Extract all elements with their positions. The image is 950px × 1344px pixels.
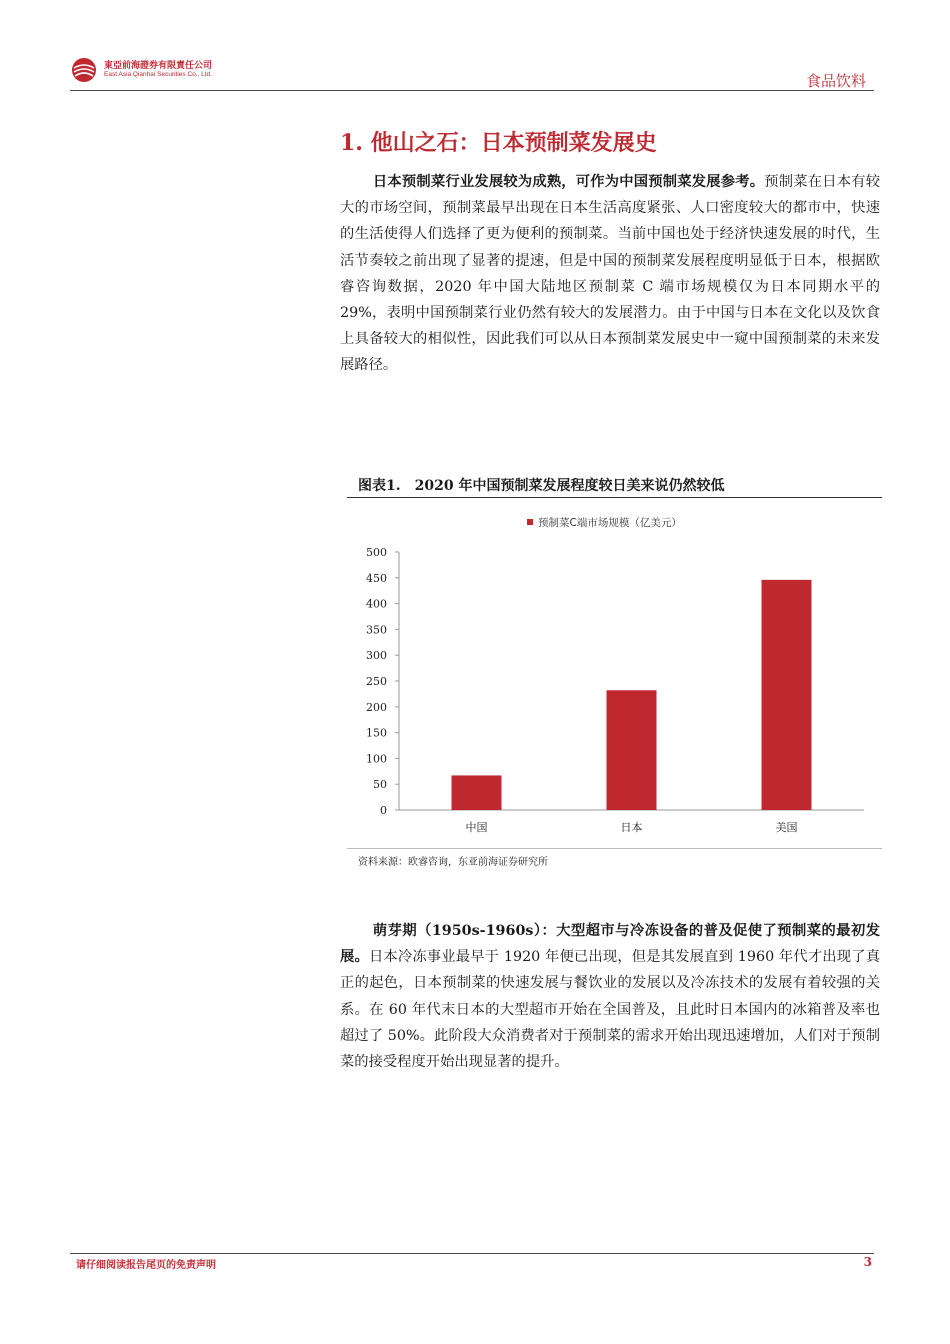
company-logo [70, 52, 230, 88]
x-tick-label: 日本 [620, 821, 643, 834]
x-tick-label: 中国 [465, 821, 488, 834]
footer-divider [70, 1253, 874, 1254]
report-category: 食品饮料 [805, 72, 866, 90]
y-tick-label: 300 [366, 649, 387, 663]
paragraph-embryonic-lead: 萌芽期（1950s-1960s）：大型超市与冷冻设备的普及促使了预制菜的最初发展。 [340, 923, 880, 966]
bar-group [452, 580, 812, 810]
bar-2 [762, 580, 812, 810]
y-tick-label: 150 [366, 726, 387, 740]
paragraph-intro-lead: 日本预制菜行业发展较为成熟，可作为中国预制菜发展参考。 [372, 174, 765, 190]
figure-title: 图表1. 2020 年中国预制菜发展程度较日美来说仍然较低 [358, 478, 725, 494]
y-tick-label: 50 [373, 778, 387, 792]
y-tick-label: 450 [366, 571, 387, 585]
paragraph-embryonic-body: 日本冷冻事业最早于 1920 年便已出现，但是其发展直到 1960 年代才出现了真正的起色，日本预制菜的快速发展与餐饮业的发展以及冷冻技术的发展有着较强的关系。在 60 年代末日本的大型超市开始在全国普及，且此时日本国内的冰箱普及率也超过了 50%。此阶段大众消费者对于预制菜的需求开始出现迅速增加，人们对于预制菜的接受程度开始出现显著的提升。 [340, 949, 880, 1071]
y-tick-group [366, 546, 399, 817]
legend-label: 预制菜C端市场规模（亿美元） [538, 517, 682, 529]
figure-source: 资料来源：欧睿咨询，东亚前海证券研究所 [358, 857, 548, 868]
bar-0 [452, 775, 502, 810]
figure-bottom-divider [347, 848, 882, 849]
x-tick-group [466, 820, 798, 834]
y-tick-label: 200 [366, 700, 387, 714]
paragraph-intro-body: 预制菜在日本有较大的市场空间，预制菜最早出现在日本生活高度紧张、人口密度较大的都市中，快速的生活使得人们选择了更为便利的预制菜。当前中国也处于经济快速发展的时代，生活节奏较之前出现了显著的提速，但是中国的预制菜发展程度明显低于日本，根据欧睿咨询数据，2020 年中国大陆地区预制菜 C 端市场规模仅为日本同期水平的 29%，表明中国预制菜行业仍然有较大的发展潜力。由于中国与日本在文化以及饮食上具备较大的相似性，因此我们可以从日本预制菜发展史中一窥中国预制菜的未来发展路径。 [340, 174, 881, 374]
footer-disclaimer: 请仔细阅读报告尾页的免责声明 [76, 1260, 216, 1271]
company-logo-icon [70, 56, 98, 84]
y-tick-label: 350 [366, 623, 387, 637]
bar-1 [607, 690, 657, 810]
section-title: 1. 他山之石：日本预制菜发展史 [340, 130, 657, 156]
paragraph-embryonic-stage [340, 918, 880, 1075]
x-tick-label: 美国 [775, 821, 798, 834]
company-name-en: East Asia Qianhai Securities Co., Ltd. [104, 71, 213, 78]
y-tick-label: 500 [366, 546, 387, 559]
y-tick-label: 250 [366, 675, 387, 688]
bar-chart-svg [347, 508, 882, 848]
y-tick-label: 400 [366, 597, 387, 611]
y-tick-label: 0 [380, 804, 387, 817]
figure-title-divider [347, 497, 882, 498]
y-tick-label: 100 [366, 752, 387, 766]
page-number: 3 [863, 1255, 872, 1269]
header-divider [70, 90, 874, 91]
legend-swatch [527, 519, 533, 525]
company-name-cn: 東亞前海證券有限責任公司 [104, 61, 213, 71]
paragraph-intro [340, 169, 880, 379]
bar-chart [347, 508, 882, 848]
